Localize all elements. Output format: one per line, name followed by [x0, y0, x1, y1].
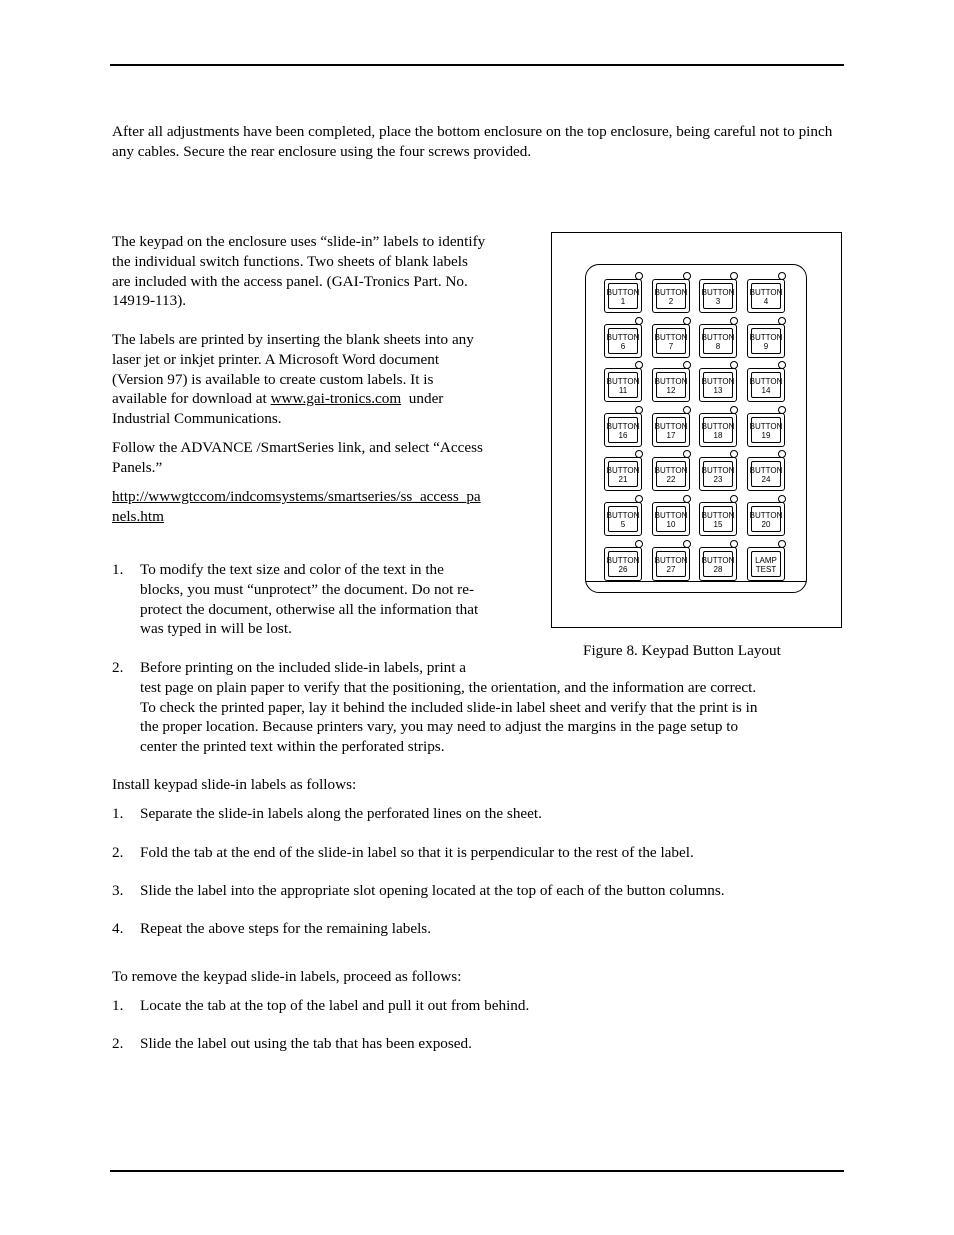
keypad-button-label: [748, 288, 784, 306]
text-line: To check the printed paper, lay it behind the included slide-in label sheet and verify that the print is in: [140, 698, 758, 716]
keypad-button-label-line: BUTTON: [701, 377, 735, 387]
install-heading: Install keypad slide-in labels as follows:: [112, 776, 357, 793]
list-item: [112, 560, 552, 640]
keypad-button-label-line: 26: [618, 564, 628, 574]
keypad-button-label: [653, 377, 689, 395]
keypad-button-label-line: 10: [666, 520, 676, 529]
keypad-button-label-line: LAMP: [755, 555, 777, 565]
follow-paragraph: [112, 438, 483, 478]
keypad-button-label: [653, 333, 689, 351]
list-text: [140, 658, 844, 757]
url-line[interactable]: http://wwwgtccom/indcomsystems/smartseries/ss_access_pa: [112, 488, 481, 505]
keypad-button: [652, 324, 690, 358]
keypad-button: [604, 413, 642, 447]
text-line: Follow the ADVANCE /SmartSeries link, and select “Access: [112, 439, 483, 456]
led-indicator-icon: [683, 495, 691, 503]
list-text: Repeat the above steps for the remaining labels.: [140, 920, 431, 937]
keypad-button-label-line: 23: [713, 475, 723, 485]
keypad-base-line: [586, 581, 806, 582]
keypad-button-label: [748, 511, 784, 529]
keypad-figure: [551, 232, 842, 628]
keypad-button-label: [605, 511, 641, 529]
keypad-button-label: [700, 511, 736, 529]
text-line: The labels are printed by inserting the blank sheets into any: [112, 331, 474, 348]
keypad-button-label-line: 19: [761, 430, 771, 440]
led-indicator-icon: [778, 317, 786, 325]
led-indicator-icon: [730, 495, 738, 503]
keypad-button-label: [653, 422, 689, 440]
keypad-button-label-line: 12: [666, 386, 676, 396]
keypad-button-label-line: BUTTON: [654, 421, 688, 431]
led-indicator-icon: [730, 450, 738, 458]
keypad-button: [652, 457, 690, 491]
keypad-button-label-line: 21: [618, 475, 628, 485]
list-number: 3.: [112, 882, 124, 899]
list-number: 1.: [112, 997, 124, 1014]
keypad-button: [604, 368, 642, 402]
keypad-button-label-line: BUTTON: [701, 421, 735, 431]
led-indicator-icon: [635, 406, 643, 414]
keypad-button-label-line: 4: [763, 297, 769, 306]
keypad-button-label-line: 8: [715, 341, 721, 351]
keypad-button-label: [700, 377, 736, 395]
keypad-button-label-line: BUTTON: [654, 555, 688, 565]
keypad-button-label-line: 7: [668, 341, 674, 351]
keypad-button-label-line: BUTTON: [606, 421, 640, 431]
text-line: blocks, you must “unprotect” the document. Do not re-: [140, 580, 475, 598]
url-line[interactable]: nels.htm: [112, 507, 164, 525]
keypad-button: [699, 324, 737, 358]
keypad-button-label-line: BUTTON: [701, 511, 735, 520]
text-line: 14919-113).: [112, 292, 187, 310]
text-fragment: under: [401, 390, 444, 408]
keypad-button: [699, 368, 737, 402]
keypad-button-label: [605, 466, 641, 484]
keypad-button-label-line: 1: [620, 297, 626, 306]
keypad-button-label-line: 6: [620, 341, 626, 351]
led-indicator-icon: [635, 450, 643, 458]
led-indicator-icon: [730, 272, 738, 280]
keypad-button-label-line: 3: [715, 297, 721, 306]
text-line: (Version 97) is available to create custom labels. It is: [112, 370, 434, 388]
keypad-button-label-line: BUTTON: [701, 555, 735, 565]
led-indicator-icon: [730, 361, 738, 369]
text-line: are included with the access panel. (GAI-Tronics Part. No.: [112, 272, 468, 290]
keypad-button-label: [653, 288, 689, 306]
keypad-button: [699, 457, 737, 491]
text-fragment: available for download at: [112, 390, 271, 408]
keypad-button-label-line: BUTTON: [749, 466, 783, 476]
list-item: [112, 919, 844, 939]
led-indicator-icon: [635, 361, 643, 369]
led-indicator-icon: [778, 540, 786, 548]
list-text: Locate the tab at the top of the label and pull it out from behind.: [140, 997, 530, 1014]
list-item: [112, 881, 844, 901]
keypad-button: [747, 368, 785, 402]
header-rule: [110, 64, 844, 66]
keypad-button-label-line: 9: [763, 341, 769, 351]
keypad-button-label: [700, 333, 736, 351]
list-number: 4.: [112, 920, 124, 937]
figure-caption: Figure 8. Keypad Button Layout: [583, 642, 781, 659]
list-text: Slide the label out using the tab that has been exposed.: [140, 1035, 472, 1052]
keypad-button-label-line: 20: [761, 520, 771, 529]
keypad-button-label-line: 16: [618, 430, 628, 440]
keypad-button-label: [605, 556, 641, 574]
list-number: 2.: [112, 1035, 124, 1052]
keypad-button-label-line: TEST: [755, 564, 777, 574]
led-indicator-icon: [683, 540, 691, 548]
keypad-button-label-line: BUTTON: [654, 511, 688, 520]
keypad-button-label-line: 17: [666, 430, 676, 440]
keypad-button-label: [748, 422, 784, 440]
keypad-button: [699, 502, 737, 536]
keypad-button-label-line: BUTTON: [749, 332, 783, 342]
list-item: [112, 996, 844, 1016]
keypad-button-label: [700, 422, 736, 440]
list-number: 1.: [112, 561, 124, 578]
keypad-button: [747, 413, 785, 447]
keypad-button-label-line: BUTTON: [606, 555, 640, 565]
keypad-button-label: [605, 333, 641, 351]
keypad-button-label-line: 5: [620, 520, 626, 529]
keypad-button: [747, 279, 785, 313]
list-item: [112, 658, 844, 758]
led-indicator-icon: [778, 272, 786, 280]
text-line: The keypad on the enclosure uses “slide-in” labels to identify: [112, 233, 486, 250]
remove-heading: To remove the keypad slide-in labels, proceed as follows:: [112, 968, 462, 985]
keypad-button-label: [748, 377, 784, 395]
keypad-button-label-line: 14: [761, 386, 771, 396]
keypad-button-label: [748, 333, 784, 351]
led-indicator-icon: [635, 272, 643, 280]
keypad-button-label-line: BUTTON: [606, 377, 640, 387]
keypad-button: [699, 279, 737, 313]
keypad-button-label: [605, 288, 641, 306]
keypad-button-label-line: BUTTON: [606, 332, 640, 342]
keypad-button-label-line: 22: [666, 475, 676, 485]
footer-rule: [110, 1170, 844, 1172]
text-line: was typed in will be lost.: [140, 620, 292, 638]
led-indicator-icon: [730, 406, 738, 414]
keypad-button: [604, 324, 642, 358]
keypad-button-label: [700, 466, 736, 484]
text-line: Panels.”: [112, 458, 163, 476]
keypad-button: [652, 279, 690, 313]
keypad-button-label-line: BUTTON: [606, 511, 640, 520]
list-number: 2.: [112, 844, 124, 861]
keypad-button-label-line: BUTTON: [654, 332, 688, 342]
led-indicator-icon: [635, 317, 643, 325]
gai-tronics-link[interactable]: www.gai-tronics.com: [270, 390, 402, 408]
keypad-button: [699, 547, 737, 581]
keypad-button: [652, 547, 690, 581]
keypad-button: [652, 413, 690, 447]
keypad-button-label-line: 28: [713, 564, 723, 574]
keypad-button-label-line: 27: [666, 564, 676, 574]
keypad-button-label-line: BUTTON: [701, 332, 735, 342]
list-text: Fold the tab at the end of the slide-in label so that it is perpendicular to the rest of the label.: [140, 844, 694, 861]
text-line: Industrial Communications.: [112, 410, 282, 428]
list-number: 2.: [112, 659, 124, 676]
keypad-button-label-line: BUTTON: [606, 288, 640, 297]
keypad-button-label-line: 13: [713, 386, 723, 396]
keypad-button-label: [653, 556, 689, 574]
text-line: Before printing on the included slide-in labels, print a: [140, 659, 467, 676]
keypad-button: [652, 368, 690, 402]
led-indicator-icon: [730, 540, 738, 548]
keypad-button-label: [653, 466, 689, 484]
keypad-button-label-line: BUTTON: [701, 466, 735, 476]
keypad-button: [604, 457, 642, 491]
list-item: [112, 843, 844, 863]
keypad-button-label: [700, 556, 736, 574]
led-indicator-icon: [778, 450, 786, 458]
access-panels-url[interactable]: [112, 487, 481, 527]
labels-paragraph: [112, 232, 485, 311]
list-text: Slide the label into the appropriate slot opening located at the top of each of the button columns.: [140, 882, 725, 899]
led-indicator-icon: [683, 272, 691, 280]
text-line: center the printed text within the perforated strips.: [140, 738, 445, 756]
led-indicator-icon: [683, 361, 691, 369]
text-line: the individual switch functions. Two sheets of blank labels: [112, 252, 468, 270]
text-line: test page on plain paper to verify that the positioning, the orientation, and the information are correct.: [140, 678, 757, 696]
list-item: [112, 804, 844, 824]
keypad-button-label: [748, 466, 784, 484]
text-line: protect the document, otherwise all the information that: [140, 600, 479, 618]
list-number: 1.: [112, 805, 124, 822]
text-line: To modify the text size and color of the text in the: [140, 561, 444, 578]
keypad-button-label-line: 18: [713, 430, 723, 440]
keypad-button: [747, 457, 785, 491]
list-item: [112, 1034, 844, 1054]
keypad-button-label-line: BUTTON: [749, 377, 783, 387]
keypad-drawing: [585, 264, 807, 593]
list-text: [140, 560, 478, 639]
keypad-button-label: [605, 377, 641, 395]
keypad-button: [652, 502, 690, 536]
keypad-button: [747, 547, 785, 581]
keypad-button: [747, 324, 785, 358]
text-line: the proper location. Because printers vary, you may need to adjust the margins in the page setup to: [140, 718, 739, 736]
led-indicator-icon: [778, 495, 786, 503]
led-indicator-icon: [635, 540, 643, 548]
led-indicator-icon: [778, 361, 786, 369]
led-indicator-icon: [778, 406, 786, 414]
keypad-button-label: [653, 511, 689, 529]
keypad-button-label-line: 11: [618, 386, 628, 396]
keypad-button-label-line: 15: [713, 520, 723, 529]
keypad-button-label-line: BUTTON: [749, 421, 783, 431]
keypad-button-label-line: 2: [668, 297, 674, 306]
keypad-button-label-line: BUTTON: [654, 466, 688, 476]
keypad-button-label: [700, 288, 736, 306]
keypad-button-label-line: 24: [761, 475, 771, 485]
list-text: Separate the slide-in labels along the perforated lines on the sheet.: [140, 805, 542, 822]
keypad-button-label-line: BUTTON: [701, 288, 735, 297]
led-indicator-icon: [683, 450, 691, 458]
intro-paragraph: After all adjustments have been completed, place the bottom enclosure on the top enclosure, being careful not to pinch any cables. Secure the rear enclosure using the four screws provided.: [112, 123, 833, 160]
keypad-button-label-line: BUTTON: [606, 466, 640, 476]
keypad-button: [604, 279, 642, 313]
keypad-button-label-line: BUTTON: [749, 511, 783, 520]
keypad-button-label-line: BUTTON: [654, 377, 688, 387]
keypad-button: [604, 547, 642, 581]
led-indicator-icon: [730, 317, 738, 325]
keypad-button-label-line: BUTTON: [749, 288, 783, 297]
text-line: laser jet or inkjet printer. A Microsoft Word document: [112, 350, 440, 368]
keypad-button-label: [748, 556, 784, 574]
text-line: [112, 389, 474, 409]
keypad-button-label-line: BUTTON: [654, 288, 688, 297]
led-indicator-icon: [635, 495, 643, 503]
printing-paragraph: [112, 330, 474, 429]
keypad-button: [604, 502, 642, 536]
keypad-button-label: [605, 422, 641, 440]
keypad-button: [699, 413, 737, 447]
led-indicator-icon: [683, 406, 691, 414]
keypad-button: [747, 502, 785, 536]
led-indicator-icon: [683, 317, 691, 325]
